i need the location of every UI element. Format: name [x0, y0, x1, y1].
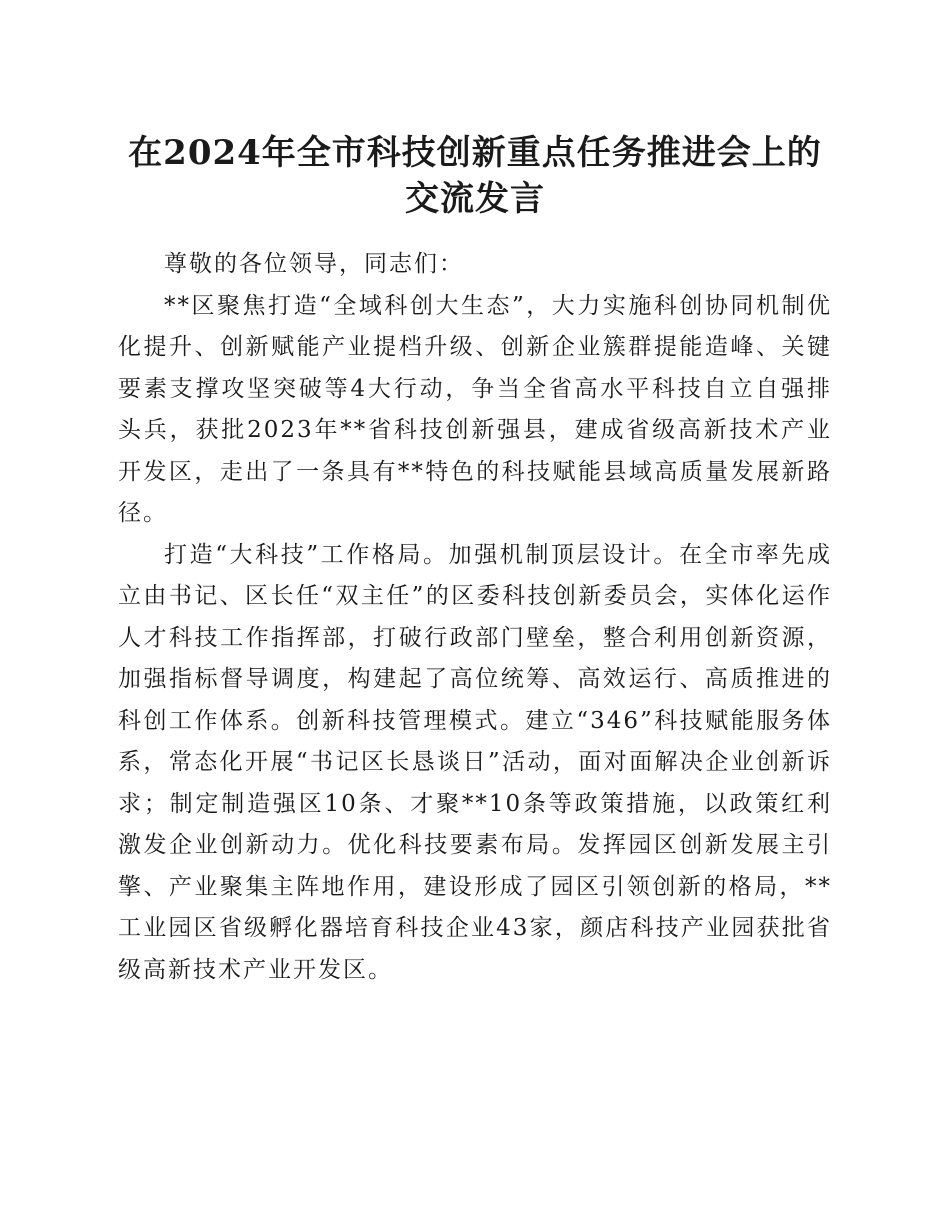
work-pattern-paragraph: 打造“大科技”工作格局。加强机制顶层设计。在全市率先成立由书记、区长任“双主任”的区委科技创新委员会，实体化运作人才科技工作指挥部，打破行政部门壁垒，整合利用创新资源，加强指标督导调度，构建起了高位统筹、高效运行、高质推进的科创工作体系。创新科技管理模式。建立“346”科技赋能服务体系，常态化开展“书记区长恳谈日”活动，面对面解决企业创新诉求；制定制造强区10条、才聚**10条等政策措施，以政策红利激发企业创新动力。优化科技要素布局。发挥园区创新发展主引擎、产业聚集主阵地作用，建设形成了园区引领创新的格局，**工业园区省级孵化器培育科技企业43家，颜店科技产业园获批省级高新技术产业开发区。 [118, 541, 832, 983]
document-body [118, 244, 832, 991]
document-title: 在2024年全市科技创新重点任务推进会上的交流发言 [128, 133, 822, 219]
intro-paragraph: **区聚焦打造“全域科创大生态”，大力实施科创协同机制优化提升、创新赋能产业提档升级、创新企业簇群提能造峰、关键要素支撑攻坚突破等4大行动，争当全省高水平科技自立自强排头兵，获批2023年**省科技创新强县，建成省级高新技术产业开发区，走出了一条具有**特色的科技赋能县域高质量发展新路径。 [118, 292, 832, 526]
salutation-paragraph: 尊敬的各位领导，同志们： [164, 251, 464, 277]
